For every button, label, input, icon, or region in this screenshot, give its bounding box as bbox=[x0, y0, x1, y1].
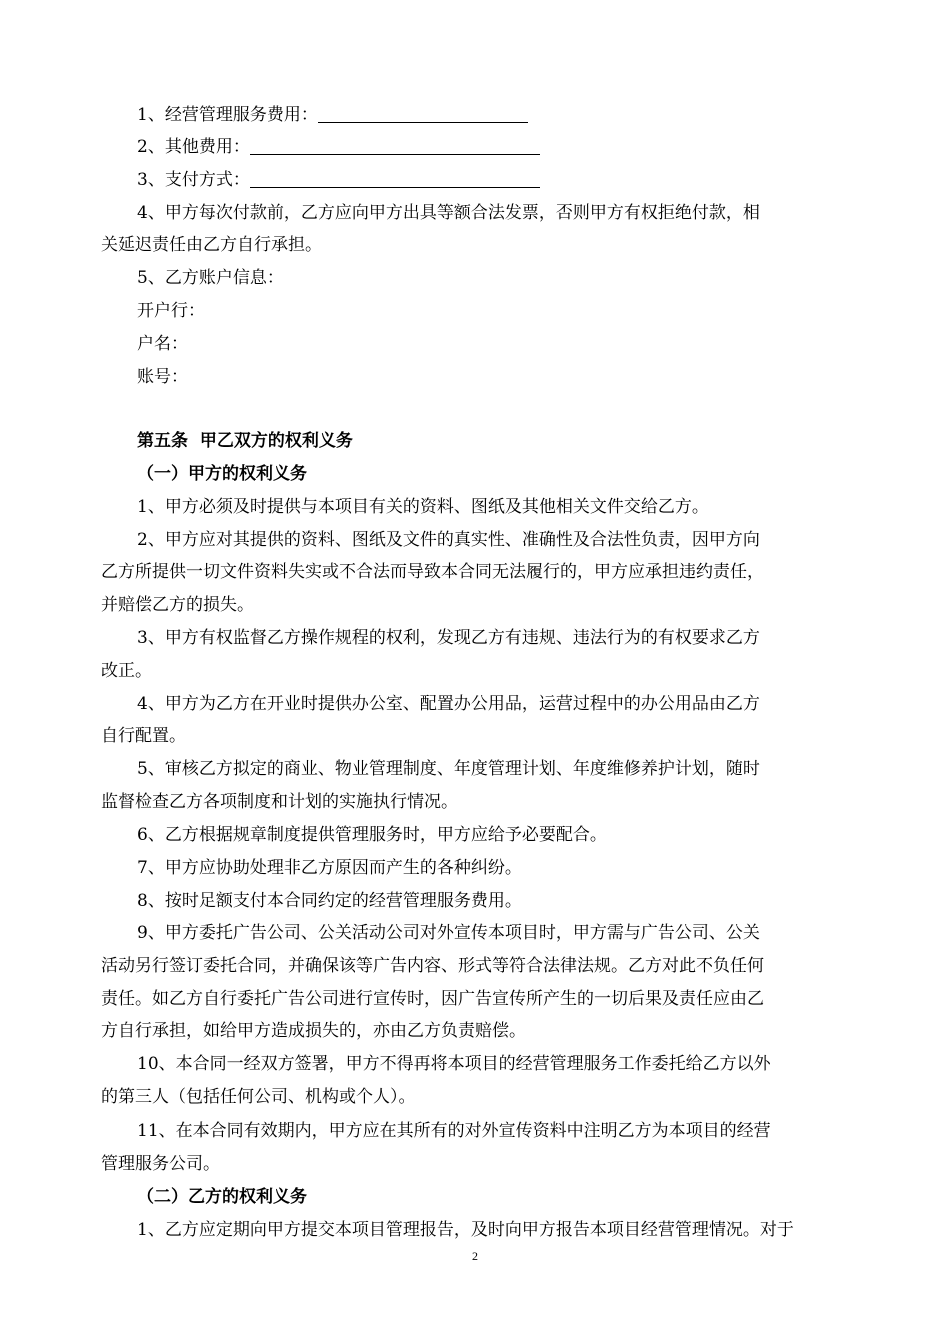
party-b-clause-line: 1、乙方应定期向甲方提交本项目管理报告，及时向甲方报告本项目经营管理情况。对于 bbox=[137, 1220, 794, 1240]
party-a-clause-line: 改正。 bbox=[101, 661, 152, 681]
party-b-heading: （二）乙方的权利义务 bbox=[137, 1187, 307, 1207]
fee-item-3 bbox=[137, 169, 897, 191]
fee-item-2-label: 2、其他费用： bbox=[137, 137, 250, 157]
party-a-clause-line: 乙方所提供一切文件资料失实或不合法而导致本合同无法履行的，甲方应承担违约责任， bbox=[101, 562, 764, 582]
fee-item-1-label: 1、经营管理服务费用： bbox=[137, 105, 318, 125]
article-5-title: 第五条 甲乙双方的权利义务 bbox=[137, 431, 353, 451]
party-a-clause-line: 11、在本合同有效期内，甲方应在其所有的对外宣传资料中注明乙方为本项目的经营 bbox=[137, 1121, 771, 1141]
party-a-clause-line: 责任。如乙方自行委托广告公司进行宣传时，因广告宣传所产生的一切后果及责任应由乙 bbox=[101, 989, 764, 1009]
fee-item-1 bbox=[137, 104, 897, 126]
party-a-clause-line: 9、甲方委托广告公司、公关活动公司对外宣传本项目时，甲方需与广告公司、公关 bbox=[137, 923, 760, 943]
party-a-clause-line: 3、甲方有权监督乙方操作规程的权利，发现乙方有违规、违法行为的有权要求乙方 bbox=[137, 628, 760, 648]
party-a-clause-line: 并赔偿乙方的损失。 bbox=[101, 595, 254, 615]
fee-item-2 bbox=[137, 136, 897, 158]
party-a-clause-line: 监督检查乙方各项制度和计划的实施执行情况。 bbox=[101, 792, 458, 812]
party-a-clause-line: 1、甲方必须及时提供与本项目有关的资料、图纸及其他相关文件交给乙方。 bbox=[137, 497, 709, 517]
blank-fill-line bbox=[250, 170, 540, 188]
account-number-label: 账号： bbox=[137, 367, 188, 387]
party-a-clause-line: 5、审核乙方拟定的商业、物业管理制度、年度管理计划、年度维修养护计划，随时 bbox=[137, 759, 760, 779]
party-a-clause-line: 2、甲方应对其提供的资料、图纸及文件的真实性、准确性及合法性负责，因甲方向 bbox=[137, 530, 760, 550]
party-a-clause-line: 自行配置。 bbox=[101, 726, 186, 746]
party-a-clause-line: 4、甲方为乙方在开业时提供办公室、配置办公用品，运营过程中的办公用品由乙方 bbox=[137, 694, 760, 714]
party-a-clause-line: 6、乙方根据规章制度提供管理服务时，甲方应给予必要配合。 bbox=[137, 825, 607, 845]
fee-item-3-label: 3、支付方式： bbox=[137, 170, 250, 190]
account-name-label: 户名： bbox=[137, 334, 188, 354]
fee-item-4-line-2: 关延迟责任由乙方自行承担。 bbox=[101, 235, 322, 255]
party-a-heading: （一）甲方的权利义务 bbox=[137, 464, 307, 484]
bank-label: 开户行： bbox=[137, 301, 205, 321]
party-a-clause-line: 7、甲方应协助处理非乙方原因而产生的各种纠纷。 bbox=[137, 858, 522, 878]
fee-item-4-line-1: 4、甲方每次付款前，乙方应向甲方出具等额合法发票，否则甲方有权拒绝付款，相 bbox=[137, 203, 760, 223]
party-a-clause-line: 活动另行签订委托合同，并确保该等广告内容、形式等符合法律法规。乙方对此不负任何 bbox=[101, 956, 764, 976]
fee-item-5: 5、乙方账户信息： bbox=[137, 268, 284, 288]
blank-fill-line bbox=[250, 137, 540, 155]
party-a-clause-line: 的第三人（包括任何公司、机构或个人）。 bbox=[101, 1087, 416, 1107]
party-a-clause-line: 方自行承担，如给甲方造成损失的，亦由乙方负责赔偿。 bbox=[101, 1021, 526, 1041]
party-a-clause-line: 8、按时足额支付本合同约定的经营管理服务费用。 bbox=[137, 891, 522, 911]
blank-fill-line bbox=[318, 105, 528, 123]
page-number: 2 bbox=[472, 1249, 478, 1263]
party-a-clause-line: 管理服务公司。 bbox=[101, 1154, 220, 1174]
party-a-clause-line: 10、本合同一经双方签署，甲方不得再将本项目的经营管理服务工作委托给乙方以外 bbox=[137, 1054, 771, 1074]
